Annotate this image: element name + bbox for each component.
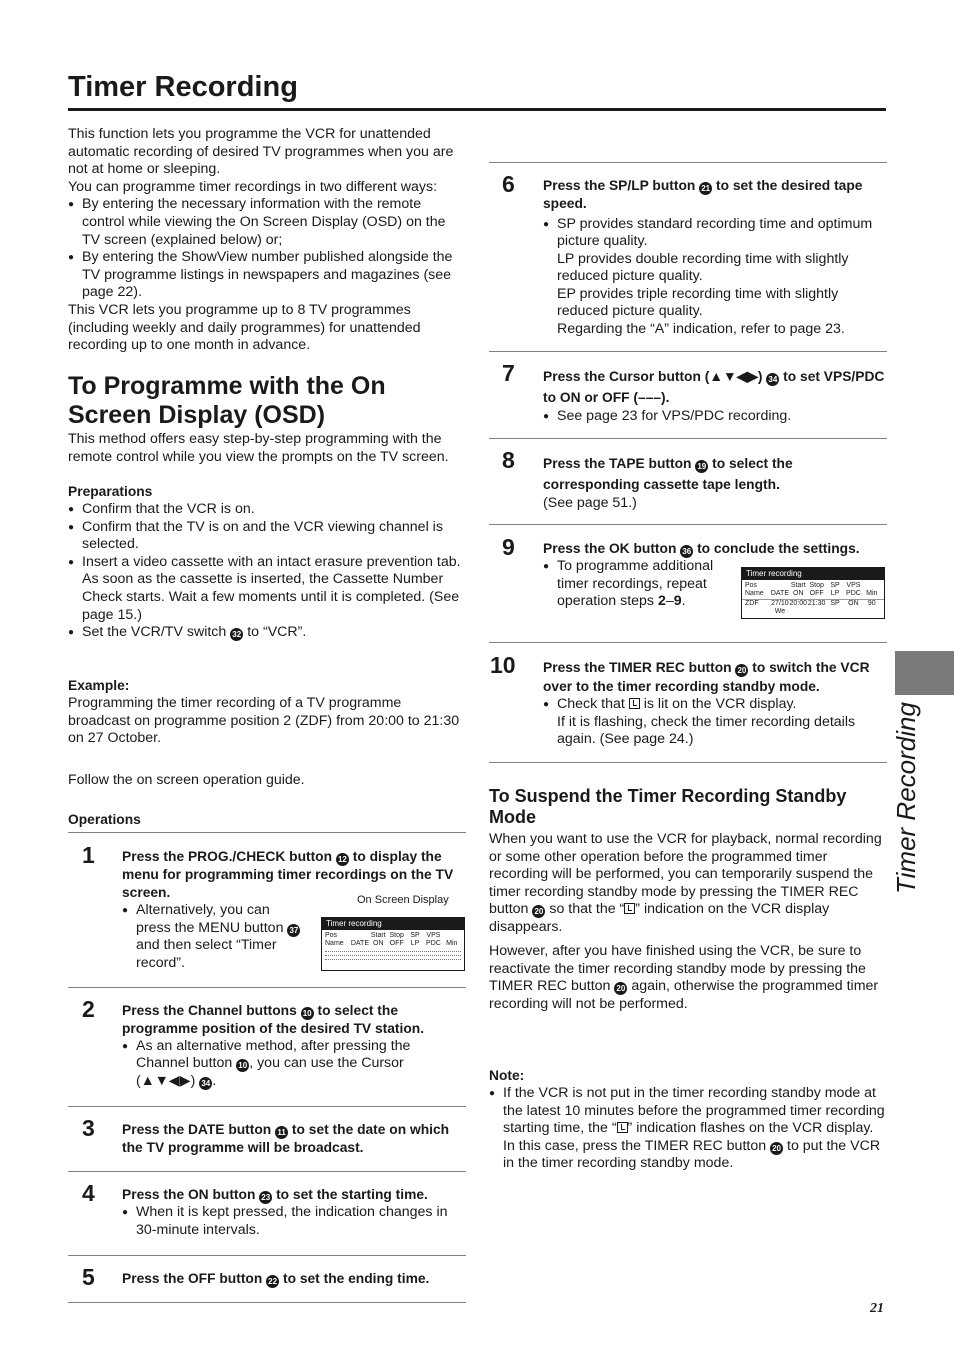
- step-text-line: Regarding the “A” indication, refer to page 23.: [557, 321, 845, 338]
- step-number: 10: [490, 652, 516, 678]
- button-number-icon: 10: [236, 1059, 249, 1072]
- step-bullet: ● See page 23 for VPS/PDC recording.: [543, 408, 885, 426]
- suspend-heading: To Suspend the Timer Recording Standby Mode: [489, 786, 847, 827]
- example-heading: Example:: [68, 678, 130, 693]
- title-rule: [68, 108, 886, 111]
- divider: [68, 1255, 466, 1256]
- timer-clock-icon: [624, 903, 635, 914]
- prep-item: ● Insert a video cassette with an intact erasure prevention tab.: [68, 554, 466, 572]
- preparations-list: [68, 501, 466, 642]
- step-8: [543, 453, 885, 513]
- step-6: [543, 177, 885, 339]
- preparations-heading: Preparations: [68, 484, 153, 499]
- osd-data-row: ZDF 27/10 We 20:00 21:30 SP ON 90: [742, 599, 884, 616]
- step-number: 4: [82, 1180, 95, 1206]
- button-number-icon: 37: [287, 924, 300, 937]
- prep-item: [68, 624, 466, 642]
- suspend-paragraph: However, after you have finished using the VCR, be sure to reactivate the timer recording standby mode by pressing the TIMER REC button 20 again, otherwise the programmed timer recording will not be performed.: [489, 943, 879, 1012]
- divider: [68, 1302, 466, 1303]
- divider: [489, 438, 887, 439]
- button-number-icon: 10: [301, 1007, 314, 1020]
- button-number-icon: 11: [275, 1126, 288, 1139]
- side-tab-marker: [895, 651, 954, 695]
- divider: [489, 524, 887, 525]
- operations-heading: Operations: [68, 812, 141, 827]
- step-number: 5: [82, 1264, 95, 1290]
- button-number-icon: 20: [532, 905, 545, 918]
- step-text-line: LP provides double recording time with slightly reduced picture quality.: [557, 250, 849, 285]
- step-number: 8: [502, 447, 515, 473]
- note-heading: Note:: [489, 1068, 525, 1083]
- step-5: [122, 1270, 462, 1288]
- osd-empty-row: [325, 951, 461, 952]
- step-2: [122, 1002, 462, 1090]
- step-number: 2: [82, 996, 95, 1022]
- osd-title: Timer recording: [322, 918, 464, 930]
- divider: [489, 162, 887, 163]
- prep-item: ● Confirm that the TV is on and the VCR viewing channel is selected.: [68, 519, 466, 554]
- button-number-icon: 34: [199, 1077, 212, 1090]
- prep-item-text: to “VCR”.: [247, 624, 307, 641]
- osd-intro: This method offers easy step-by-step programming with the remote control while you view the prompts on the TV screen.: [68, 431, 449, 465]
- step-bullet: ● SP provides standard recording time and optimum picture quality.: [543, 216, 885, 251]
- prep-item-text: Set the VCR/TV switch: [82, 624, 227, 641]
- step-number: 7: [502, 360, 515, 386]
- step-number: 6: [502, 171, 515, 197]
- divider: [489, 762, 887, 763]
- step-text-line: EP provides triple recording time with slightly reduced picture quality.: [557, 285, 839, 320]
- button-number-icon: 23: [259, 1191, 272, 1204]
- step-text-line: If it is flashing, check the timer recording details again. (See page 24.): [557, 713, 856, 748]
- divider: [489, 351, 887, 352]
- step-bullet: ● As an alternative method, after pressing the Channel button 10 , you can use the Cursor (▲▼◀▶) 34 .: [122, 1038, 462, 1091]
- intro-bullet: ● By entering the necessary information with the remote control while viewing the On Screen Display (OSD) on the TV screen (explained below) or;: [68, 196, 466, 249]
- osd-header-row: Pos Start Stop SP VPS: [325, 932, 441, 939]
- step-title: Press the Cursor button (▲▼◀▶) 34 to set VPS/PDC to ON or OFF (–––).: [543, 369, 885, 405]
- intro-paragraph: This VCR lets you programme up to 8 TV programmes (including weekly and daily programmes) for unattended recording up to one month in advance.: [68, 301, 421, 354]
- step-3: [122, 1121, 462, 1157]
- button-number-icon: 22: [266, 1275, 279, 1288]
- intro-bullet: ● By entering the ShowView number published alongside the TV programme listings in newspapers and magazines (see page 22).: [68, 249, 466, 302]
- page-title: Timer Recording: [68, 71, 298, 103]
- step-title: Press the PROG./CHECK button 12 to display the menu for programming timer recordings on the TV screen.: [122, 849, 454, 900]
- suspend-paragraph: When you want to use the VCR for playback, normal recording or some other operation before the programmed timer recording will be performed, you can temporarily suspend the timer recording standby mode by pressing the TIMER REC button 20 so that the “ ” indication on the VCR display disappears.: [489, 831, 882, 935]
- divider: [68, 1171, 466, 1172]
- step-bullet: ● Alternatively, you can press the MENU button 37 and then select “Timer record”.: [122, 902, 302, 972]
- divider: [489, 642, 887, 643]
- step-number: 9: [502, 534, 515, 560]
- osd-screen: [321, 917, 465, 971]
- step-text-line: (See page 51.): [543, 495, 637, 511]
- osd-header-row: Name DATE ON OFF LP PDC Min: [325, 940, 458, 947]
- prep-item-continued: As soon as the cassette is inserted, the Cassette Number Check starts. Wait a few moments until it is completed. (See page 15.): [82, 571, 460, 623]
- step-7: [543, 366, 885, 426]
- step-title: Press the SP/LP button 21 to set the desired tape speed.: [543, 178, 863, 211]
- intro-paragraph: This function lets you programme the VCR for unattended automatic recording of desired TV programmes when you are not at home or sleeping.: [68, 126, 454, 178]
- side-tab-label: Timer Recording: [891, 702, 921, 894]
- osd-empty-row: [325, 955, 461, 956]
- note-body: [489, 1085, 887, 1173]
- example-text: Programming the timer recording of a TV programme broadcast on programme position 2 (ZDF) from 20:00 to 21:30 on 27 October.: [68, 695, 460, 747]
- step-number: 1: [82, 842, 95, 868]
- step-bullet: ● Check that is lit on the VCR display.: [543, 696, 887, 714]
- step-bullet: ● To programme additional timer recordings, repeat operation steps 2–9.: [543, 558, 723, 611]
- timer-clock-icon: [617, 1122, 628, 1133]
- osd-section-heading: To Programme with the On Screen Display (OSD): [68, 372, 386, 429]
- step-4: [122, 1186, 462, 1239]
- note-bullet: ● If the VCR is not put in the timer recording standby mode at the latest 10 minutes before the programmed timer recording starting time, the “ ” indication flashes on the VCR display. In this case, press the TIMER REC button 20 to put the VCR in the timer recording standby mode.: [489, 1085, 887, 1173]
- osd-caption: On Screen Display: [357, 894, 449, 906]
- button-number-icon: 34: [766, 373, 779, 386]
- button-number-icon: 20: [770, 1142, 783, 1155]
- step-bullet: ● When it is kept pressed, the indication changes in 30-minute intervals.: [122, 1204, 462, 1239]
- follow-text: Follow the on screen operation guide.: [68, 772, 305, 788]
- button-number-icon: 32: [230, 628, 243, 641]
- osd-header-row: Name DATE ON OFF LP PDC Min: [745, 590, 878, 597]
- step-title: Press the OFF button 22 to set the ending time.: [122, 1271, 430, 1286]
- button-number-icon: 36: [680, 545, 693, 558]
- step-title: Press the Channel buttons 10 to select the programme position of the desired TV station.: [122, 1003, 425, 1036]
- osd-title: Timer recording: [742, 568, 884, 580]
- step-number: 3: [82, 1115, 95, 1141]
- step-title: Press the TAPE button 19 to select the corresponding cassette tape length.: [543, 456, 793, 492]
- step-title: Press the TIMER REC button 20 to switch the VCR over to the timer recording standby mode.: [543, 660, 870, 694]
- step-title: Press the DATE button 11 to set the date on which the TV programme will be broadcast.: [122, 1122, 450, 1155]
- step-10: [543, 658, 887, 749]
- osd-header-row: Pos Start Stop SP VPS: [745, 582, 861, 589]
- osd-screen-filled: [741, 567, 885, 619]
- divider: [68, 832, 466, 833]
- intro-paragraph: You can programme timer recordings in two different ways:: [68, 178, 438, 195]
- divider: [68, 1106, 466, 1107]
- button-number-icon: 21: [699, 182, 712, 195]
- timer-clock-icon: [629, 698, 640, 709]
- step-title: Press the OK button 36 to conclude the settings.: [543, 541, 860, 556]
- button-number-icon: 20: [735, 664, 748, 677]
- button-number-icon: 12: [336, 853, 349, 866]
- intro-block: [68, 126, 466, 355]
- divider: [68, 987, 466, 988]
- button-number-icon: 20: [614, 982, 627, 995]
- step-title: Press the ON button 23 to set the starting time.: [122, 1187, 428, 1202]
- osd-empty-row: [325, 959, 461, 960]
- prep-item: ● Confirm that the VCR is on.: [68, 501, 466, 519]
- page-number: 21: [870, 1301, 884, 1316]
- button-number-icon: 19: [695, 460, 708, 473]
